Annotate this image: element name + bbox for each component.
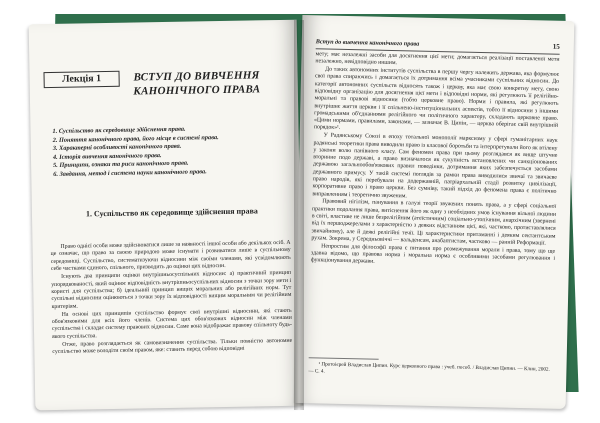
outline-item: 2. Поняття канонічного права, його місце в системі права.: [52, 133, 219, 144]
outline-item: 6. Завдання, метод і система науки канонічного права.: [53, 168, 207, 178]
paragraph: Правовий нігілізм, панування в галузі теорії звужених понять права, а у сфері соціальної практики подолання права, витіснення його як одну з необхідних умов існування вільної людини в світі, властиве не лише безрелігійним (атеїстичним) соціально-утопічним, анархічним (звернені від їх першоджерелами з характерністю з деяких відстанням цієї, які, частково, протиставлялися звичайному), але й деякі релігійні течії. Ці характеристики притаманні і деяким сектантським рухам. Зокрема, у Середньовіччі — вальденсам, анабаптистам, частково — ранній Реформації.: [311, 198, 557, 247]
left-body-text: [50, 240, 292, 357]
paragraph: Право однієї особи може здійснюватися лише за наявності іншої особи або декількох осіб. А це означає, що право за своєю природою може існувати і розвиватися лише в суспільному середовищі. Суспільство, систематизуючи відносини між своїми членами, які усвідомлюють себе частками єдиного, спільного, призводить до оцінки цих відносин.: [50, 239, 291, 273]
page-number: 15: [552, 42, 560, 51]
paragraph: мету; має незалежні засоби для досягнення цієї мети; домагається реалізації поставленої мети незалежно, невідповідно иншим.: [315, 51, 560, 67]
outline-item: 1. Суспільство як середовище здійснення права.: [52, 125, 186, 135]
right-page: [294, 15, 575, 409]
outline-item: 5. Принципи, ознаки та риси канонічного права.: [53, 159, 189, 170]
left-page: [29, 20, 304, 411]
chapter-outline: [52, 124, 283, 180]
paragraph: Непростим для філософії права є питання про розмежування морали і права, тому що ще здавна відомо, що правова норма і моральна норма є особливими засобами регулювання і функціонування держави.: [310, 243, 556, 265]
paragraph: На основі цих принципів суспільство формує свої внутрішні відносини, які стають обов'язковими для всіх його членів. Система цих обов'язкових відносин між членами суспільства і складає систему правових відносин. Саме вона відображає правову спільноту будь-якого суспільства.: [51, 307, 292, 340]
paragraph: У Радянському Союзі в епоху тотальної монополії марксизму у сфері гуманітарних наук радянські теоретики права виводили право із класової боротьби та інтерпретували його як втілену у закони волю панівного класу. Сам феномен права при цьому розглядався як вище штучне вторинне подо державі, а право визначалося як сукупність встановлених чи санкціонованих державою загальнообов'язкових правил поведінки, дотримання яких забезпечується засобами державного примусу. У такій системі поглядів за рамки права виводилися звичаї та звичаєве право народів, які перебували на додержавній, патріархальній стадії розвитку цивілізації, корпоративне право і право церкви. Без сумніву, такий підхід до феномена права є політично виправленням і теоретично звуженим.: [312, 132, 558, 200]
footnote: ¹ Протоієрей Владислав Ципин. Курс церковного права : учеб. пособ. / Владислав Ципин. — Клин, 2002. — С. 4.: [308, 361, 550, 375]
chapter-label: Лекція 1: [43, 71, 119, 88]
paragraph: Існують два принципи оцінки внутрішньосуспільних відносин: а) практичний принцип упорядкованості, який оцінює відповідність внутрішньосуспільних відносин з точки зору мети і користі для суспільства; б) ідеальний принцип вищих моральних або релігійних норм. Тут суспільні відносини оцінюються з точки зору їх відповідності вищим моральним чи релігійним критеріям.: [51, 269, 292, 310]
book-gutter: [294, 20, 304, 410]
right-body-text: [311, 51, 560, 271]
running-title: Вступ до вивчення канонічного права: [315, 38, 420, 48]
outline-item: 4. Історія вивчення канонічного права.: [52, 151, 162, 161]
footnote-divider: [309, 357, 379, 360]
outline-item: 3. Характерні особливості канонічного права.: [52, 142, 182, 153]
paragraph: Отже, право розглядається як самовизначення суспільства. Тільки повністю автономне суспільство може володіти своїм правом, яке: ставить перед собою відповідні: [52, 337, 293, 356]
paragraph: До таких автономних інститутів суспільства в першу чергу належить держава, яка формулює свої права спираючись і домагається їх дотримання всіма учасниками суспільних відносин. До категорії автономних суспільств відносять також і церкву, яка має свою конкретну мету, свою відповідну організацію для досягнення цієї мети і відповідні норми, які регулюють її релігійно-моральні та правові відносини (тобто церковне право). Норми і правила, які регулюють внутрішнє життя церкви і її спільнено-інституціональних аспектів, тобто її відносини з іншими громадськими об'єднаннями релігійного чи політичного характеру, складають церковне право. «Цими нормами, правилами, законами, — зазначає В. Ципін, — церква оберігає свій внутрішній порядок»¹.: [313, 66, 560, 132]
section-heading: 1. Суспільство як середовище здійснення права: [85, 206, 258, 219]
chapter-title: ВСТУП ДО ВИВЧЕННЯ КАНОНІЧНОГО ПРАВА: [133, 69, 261, 98]
